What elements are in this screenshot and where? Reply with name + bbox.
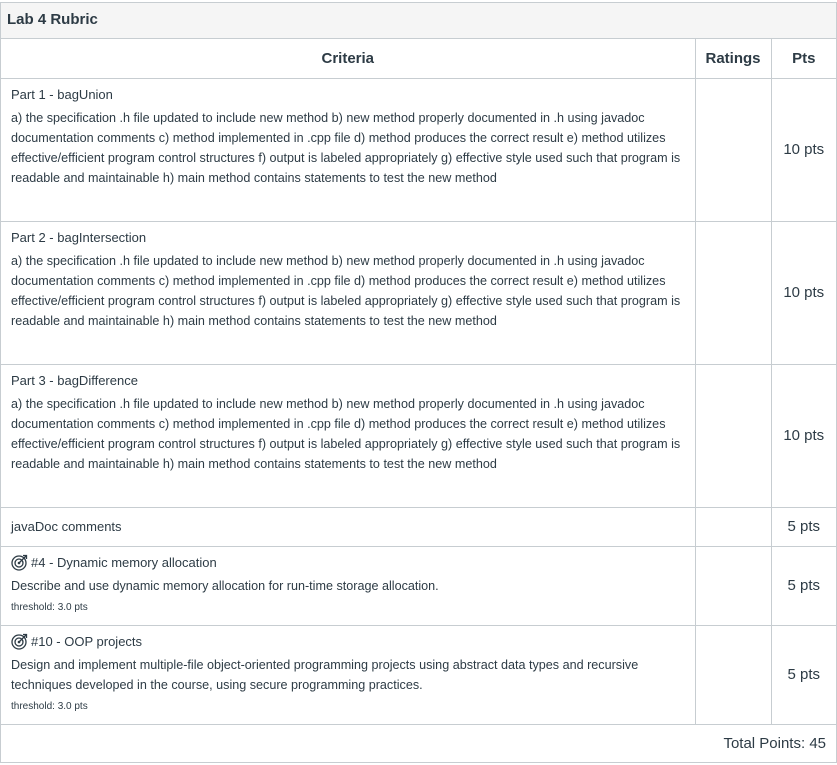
criterion-row	[1, 364, 836, 507]
rubric-title: Lab 4 Rubric	[1, 3, 836, 39]
criterion-description: a) the specification .h file updated to include new method b) new method properly documented in .h using javadoc documentation comments c) method implemented in .cpp file d) method produces the correct result e) method utilizes effective/efficient program control structures f) output is labeled appropriately g) effective style used such that program is readable and maintainable h) main method contains statements to test the new method	[11, 396, 681, 471]
threshold-label: threshold: 3.0 pts	[11, 700, 88, 712]
ratings-cell	[695, 625, 771, 724]
criterion-title: javaDoc comments	[11, 518, 122, 534]
ratings-cell	[695, 507, 771, 546]
criterion-title: Part 1 - bagUnion	[11, 86, 113, 102]
criterion-description: Describe and use dynamic memory allocation for run-time storage allocation.	[11, 578, 439, 593]
ratings-cell	[695, 78, 771, 221]
outcome-row	[1, 546, 836, 625]
criterion-description: Design and implement multiple-file object-oriented programming projects using abstract data types and recursive techniques developed in the course, using secure programming practices.	[11, 657, 639, 692]
outcome-target-icon	[11, 554, 28, 571]
threshold-label: threshold: 3.0 pts	[11, 601, 88, 613]
criterion-points: 5 pts	[771, 625, 836, 724]
criterion-title: Part 2 - bagIntersection	[11, 229, 147, 245]
criterion-points: 5 pts	[771, 546, 836, 625]
criteria-header: Criteria	[1, 39, 695, 78]
criterion-points: 10 pts	[771, 364, 836, 507]
pts-header: Pts	[771, 39, 836, 78]
rubric-table	[0, 2, 837, 763]
criterion-title: Part 3 - bagDifference	[11, 372, 138, 388]
criterion-description: a) the specification .h file updated to include new method b) new method properly documented in .h using javadoc documentation comments c) method implemented in .cpp file d) method produces the correct result e) method utilizes effective/efficient program control structures f) output is labeled appropriately g) effective style used such that program is readable and maintainable h) main method contains statements to test the new method	[11, 253, 681, 328]
criterion-row	[1, 221, 836, 364]
ratings-cell	[695, 364, 771, 507]
criterion-row	[1, 78, 836, 221]
ratings-header: Ratings	[695, 39, 771, 78]
criterion-points: 5 pts	[771, 507, 836, 546]
outcome-target-icon	[11, 633, 28, 650]
criterion-description: a) the specification .h file updated to include new method b) new method properly documented in .h using javadoc documentation comments c) method implemented in .cpp file d) method produces the correct result e) method utilizes effective/efficient program control structures f) output is labeled appropriately g) effective style used such that program is readable and maintainable h) main method contains statements to test the new method	[11, 110, 681, 185]
ratings-cell	[695, 221, 771, 364]
rubric-grid	[1, 39, 836, 725]
ratings-cell	[695, 546, 771, 625]
criterion-row	[1, 507, 836, 546]
total-points: Total Points: 45	[723, 734, 826, 752]
criterion-points: 10 pts	[771, 221, 836, 364]
outcome-row	[1, 625, 836, 724]
criterion-title: #10 - OOP projects	[31, 633, 143, 649]
criterion-points: 10 pts	[771, 78, 836, 221]
criterion-title: #4 - Dynamic memory allocation	[31, 554, 217, 570]
